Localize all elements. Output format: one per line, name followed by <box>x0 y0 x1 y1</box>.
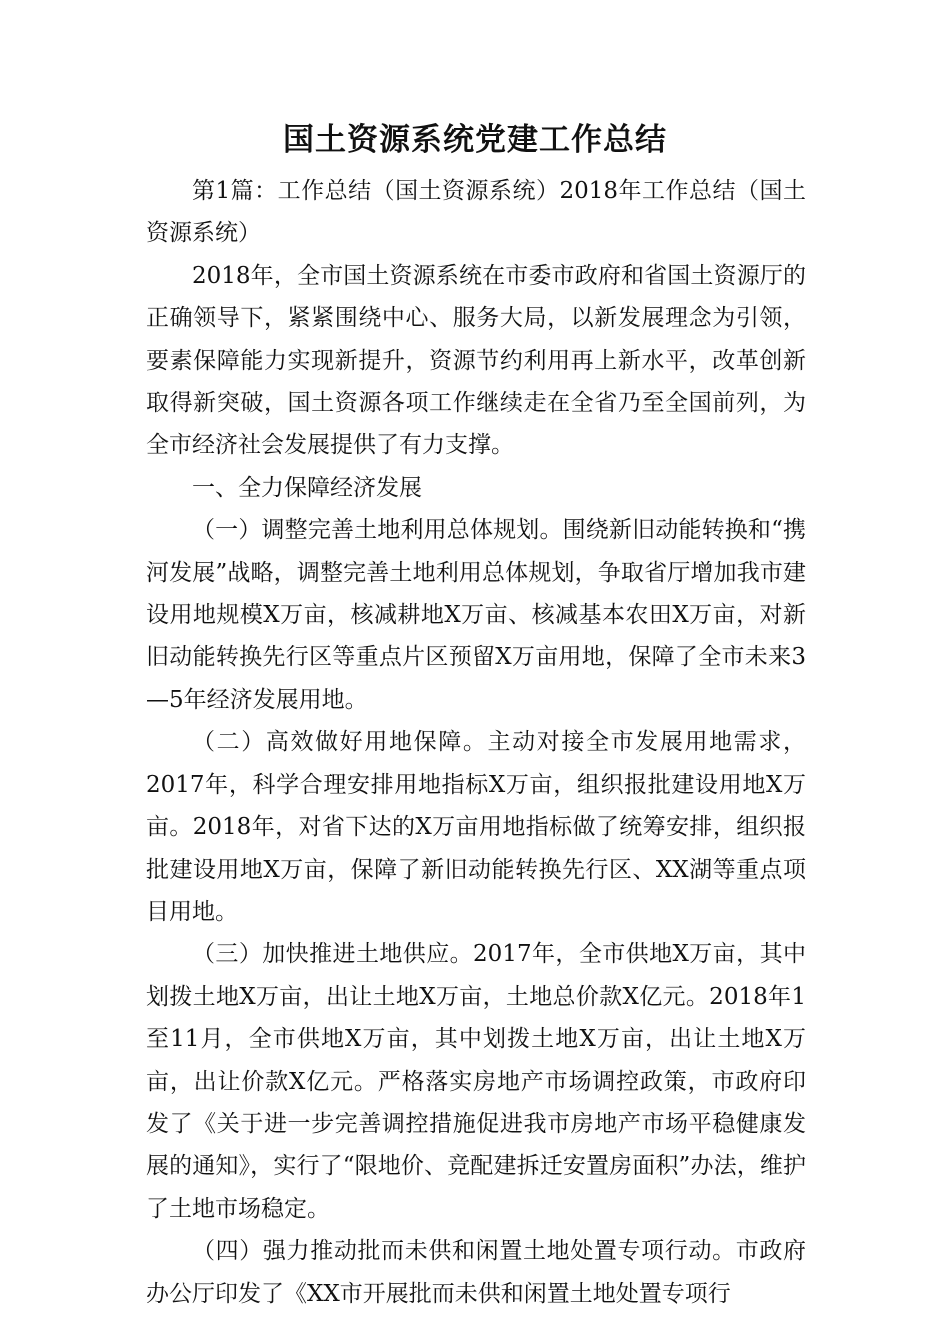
paragraph-item-1: （一）调整完善土地利用总体规划。围绕新旧动能转换和“携河发展”战略，调整完善土地利用总体规划，争取省厅增加我市建设用地规模X万亩，核减耕地X万亩、核减基本农田X万亩，对新旧动能转换先行区等重点片区预留X万亩用地，保障了全市未来3—5年经济发展用地。 <box>146 517 806 713</box>
section-heading-1: 一、全力保障经济发展 <box>192 474 422 501</box>
paragraph-item-4: （四）强力推动批而未供和闲置土地处置专项行动。市政府办公厅印发了《XX市开展批而未供和闲置土地处置专项行 <box>146 1238 806 1307</box>
paragraph-item-3: （三）加快推进土地供应。2017年，全市供地X万亩，其中划拨土地X万亩，出让土地X万亩，土地总价款X亿元。2018年1至11月，全市供地X万亩，其中划拨土地X万亩，出让土地X万亩，出让价款X亿元。严格落实房地产市场调控政策，市政府印发了《关于进一步完善调控措施促进我市房地产市场平稳健康发展的通知》，实行了“限地价、竞配建拆迁安置房面积”办法，维护了土地市场稳定。 <box>146 941 806 1222</box>
paragraph-heading-part1: 第1篇：工作总结（国土资源系统）2018年工作总结（国土资源系统） <box>146 178 806 247</box>
paragraph-intro: 2018年，全市国土资源系统在市委市政府和省国土资源厅的正确领导下，紧紧围绕中心、服务大局，以新发展理念为引领，要素保障能力实现新提升，资源节约利用再上新水平，改革创新取得新突破，国土资源各项工作继续走在全省乃至全国前列，为全市经济社会发展提供了有力支撑。 <box>146 262 806 459</box>
document-title: 国土资源系统党建工作总结 <box>283 122 667 158</box>
document-body <box>146 170 806 1315</box>
paragraph-item-2: （二）高效做好用地保障。主动对接全市发展用地需求，2017年，科学合理安排用地指标X万亩，组织报批建设用地X万亩。2018年，对省下达的X万亩用地指标做了统筹安排，组织报批建设用地X万亩，保障了新旧动能转换先行区、XX湖等重点项目用地。 <box>146 729 806 925</box>
